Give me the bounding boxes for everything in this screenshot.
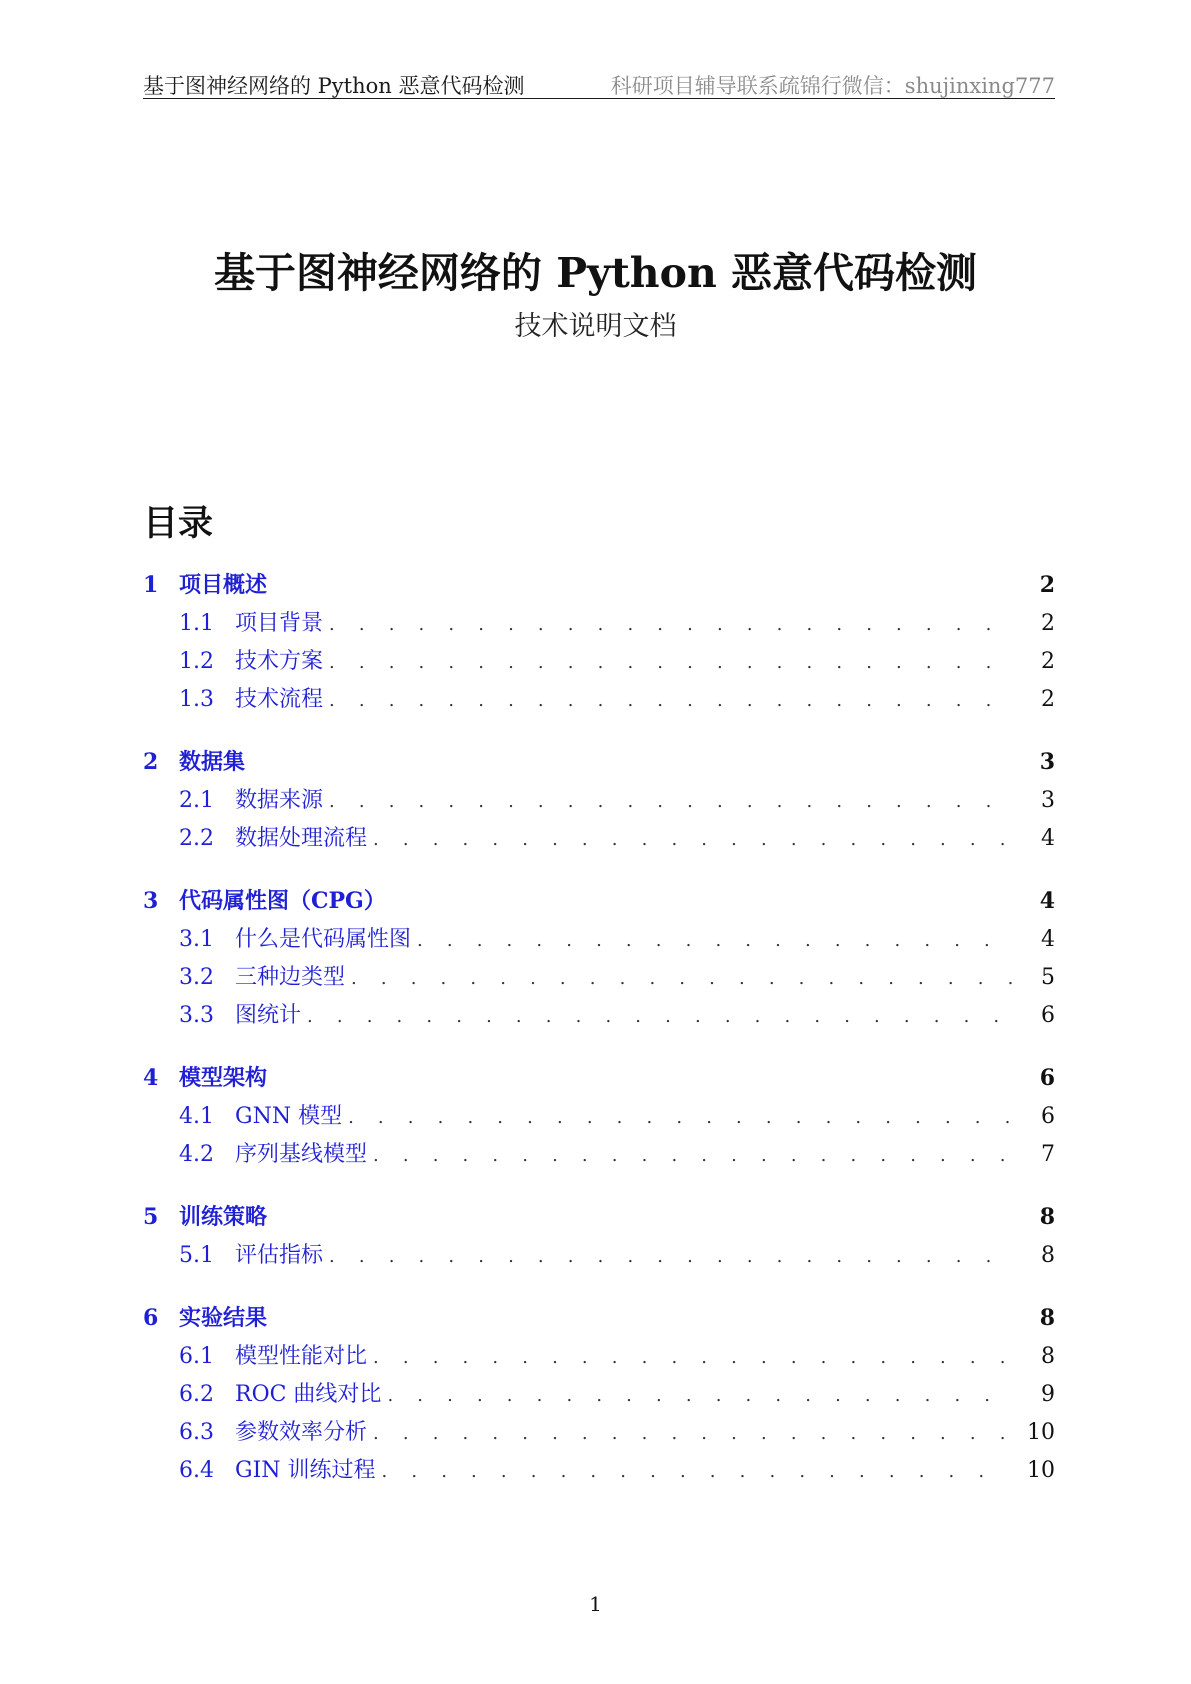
toc-subsection-number: 3.2 [179,965,214,990]
toc-subsection-entry[interactable] [143,1238,1055,1276]
toc-section-number: 3 [143,888,159,914]
toc-subsection-entry[interactable] [143,1415,1055,1453]
toc-section [143,1061,1055,1175]
toc-section-title[interactable]: 数据集 [179,749,246,775]
toc-subsection-page: 6 [1041,1003,1055,1028]
header-contact: 科研项目辅导联系疏锦行微信：shujinxing777 [610,74,1055,98]
dot-leader [329,614,1013,635]
toc-subsection-number: 3.3 [179,1003,214,1028]
dot-leader [348,1107,1013,1128]
toc-subsection-entry[interactable] [143,821,1055,859]
toc-subsection-number: 6.4 [179,1458,214,1483]
toc-section-number: 6 [143,1305,159,1331]
toc-subsection-entry[interactable] [143,922,1055,960]
toc-subsection-entry[interactable] [143,1099,1055,1137]
toc-section-page: 4 [1039,888,1055,914]
toc-subsection-page: 2 [1041,649,1055,674]
toc-subsection-entry[interactable] [143,960,1055,998]
dot-leader [373,829,1013,850]
toc-subsection-entry[interactable] [143,1339,1055,1377]
toc-subsection-number: 2.1 [179,788,214,813]
toc-subsection-number: 2.2 [179,826,214,851]
toc-subsection-page: 7 [1041,1142,1055,1167]
dot-leader [382,1461,1007,1482]
toc-subsection-title[interactable]: 什么是代码属性图 [235,927,412,952]
toc-subsection-title[interactable]: 参数效率分析 [235,1420,368,1445]
toc-subsection-page: 9 [1041,1382,1055,1407]
toc-subsection-title[interactable]: GIN 训练过程 [235,1458,376,1483]
toc-subsection-entry[interactable] [143,783,1055,821]
toc-subsection-title[interactable]: 图统计 [235,1003,302,1028]
toc-subsection-number: 1.2 [179,649,214,674]
dot-leader [387,1385,1013,1406]
toc-section [143,1301,1055,1491]
toc-subsection-page: 8 [1041,1243,1055,1268]
toc-section [143,1200,1055,1276]
toc-section-title[interactable]: 训练策略 [179,1204,268,1230]
toc-subsection-title[interactable]: 数据来源 [235,788,324,813]
running-header [143,64,1055,99]
toc-section-page: 6 [1039,1065,1055,1091]
toc-section [143,568,1055,720]
toc-subsection-title[interactable]: 模型性能对比 [235,1344,368,1369]
toc-subsection-entry[interactable] [143,1137,1055,1175]
toc-subsection-title[interactable]: 评估指标 [235,1243,324,1268]
toc-subsection-title[interactable]: ROC 曲线对比 [235,1382,382,1407]
toc-section-number: 2 [143,749,159,775]
toc-subsection-title[interactable]: GNN 模型 [235,1104,343,1129]
toc-subsection-page: 5 [1041,965,1055,990]
toc-section-number: 1 [143,572,159,598]
toc-section-page: 3 [1039,749,1055,775]
toc-section-page: 2 [1039,572,1055,598]
toc-subsection-page: 6 [1041,1104,1055,1129]
table-of-contents [143,568,1055,1516]
header-title: 基于图神经网络的 Python 恶意代码检测 [143,74,525,98]
toc-subsection-page: 4 [1041,826,1055,851]
dot-leader [329,791,1013,812]
toc-section-number: 5 [143,1204,159,1230]
toc-subsection-page: 8 [1041,1344,1055,1369]
page-number: 1 [589,1592,602,1616]
toc-section-entry[interactable] [143,884,1055,922]
toc-section [143,884,1055,1036]
toc-section-title[interactable]: 模型架构 [179,1065,268,1091]
dot-leader [373,1145,1013,1166]
toc-subsection-number: 1.3 [179,687,214,712]
toc-subsection-entry[interactable] [143,682,1055,720]
toc-subsection-number: 4.1 [179,1104,214,1129]
toc-section-entry[interactable] [143,1061,1055,1099]
toc-section-title[interactable]: 代码属性图（CPG） [179,888,386,914]
toc-subsection-page: 2 [1041,611,1055,636]
toc-section-title[interactable]: 项目概述 [179,572,268,598]
toc-subsection-page: 10 [1027,1458,1055,1483]
toc-subsection-entry[interactable] [143,1453,1055,1491]
dot-leader [373,1347,1013,1368]
toc-subsection-number: 3.1 [179,927,214,952]
dot-leader [329,690,1013,711]
toc-subsection-title[interactable]: 技术方案 [235,649,324,674]
toc-subsection-number: 6.3 [179,1420,214,1445]
toc-subsection-entry[interactable] [143,606,1055,644]
dot-leader [373,1423,1007,1444]
toc-subsection-title[interactable]: 序列基线模型 [235,1142,368,1167]
toc-subsection-title[interactable]: 项目背景 [235,611,324,636]
toc-section-title[interactable]: 实验结果 [179,1305,268,1331]
document-subtitle: 技术说明文档 [514,311,677,342]
toc-subsection-page: 4 [1041,927,1055,952]
toc-section-entry[interactable] [143,1200,1055,1238]
dot-leader [329,1246,1013,1267]
toc-subsection-entry[interactable] [143,644,1055,682]
toc-subsection-title[interactable]: 数据处理流程 [235,826,368,851]
document-title: 基于图神经网络的 Python 恶意代码检测 [213,249,978,297]
dot-leader [307,1006,1013,1027]
toc-subsection-entry[interactable] [143,1377,1055,1415]
toc-subsection-number: 5.1 [179,1243,214,1268]
toc-section-number: 4 [143,1065,159,1091]
toc-subsection-title[interactable]: 技术流程 [235,687,324,712]
toc-subsection-page: 2 [1041,687,1055,712]
toc-heading: 目录 [143,503,214,544]
toc-section-page: 8 [1039,1305,1055,1331]
toc-subsection-entry[interactable] [143,998,1055,1036]
dot-leader [417,930,1013,951]
toc-section [143,745,1055,859]
toc-section-entry[interactable] [143,745,1055,783]
toc-subsection-title[interactable]: 三种边类型 [235,965,346,990]
toc-subsection-number: 1.1 [179,611,214,636]
toc-subsection-number: 6.2 [179,1382,214,1407]
toc-subsection-page: 10 [1027,1420,1055,1445]
toc-subsection-number: 4.2 [179,1142,214,1167]
toc-section-entry[interactable] [143,568,1055,606]
toc-subsection-page: 3 [1041,788,1055,813]
dot-leader [351,968,1013,989]
dot-leader [329,652,1013,673]
toc-section-entry[interactable] [143,1301,1055,1339]
toc-subsection-number: 6.1 [179,1344,214,1369]
toc-section-page: 8 [1039,1204,1055,1230]
